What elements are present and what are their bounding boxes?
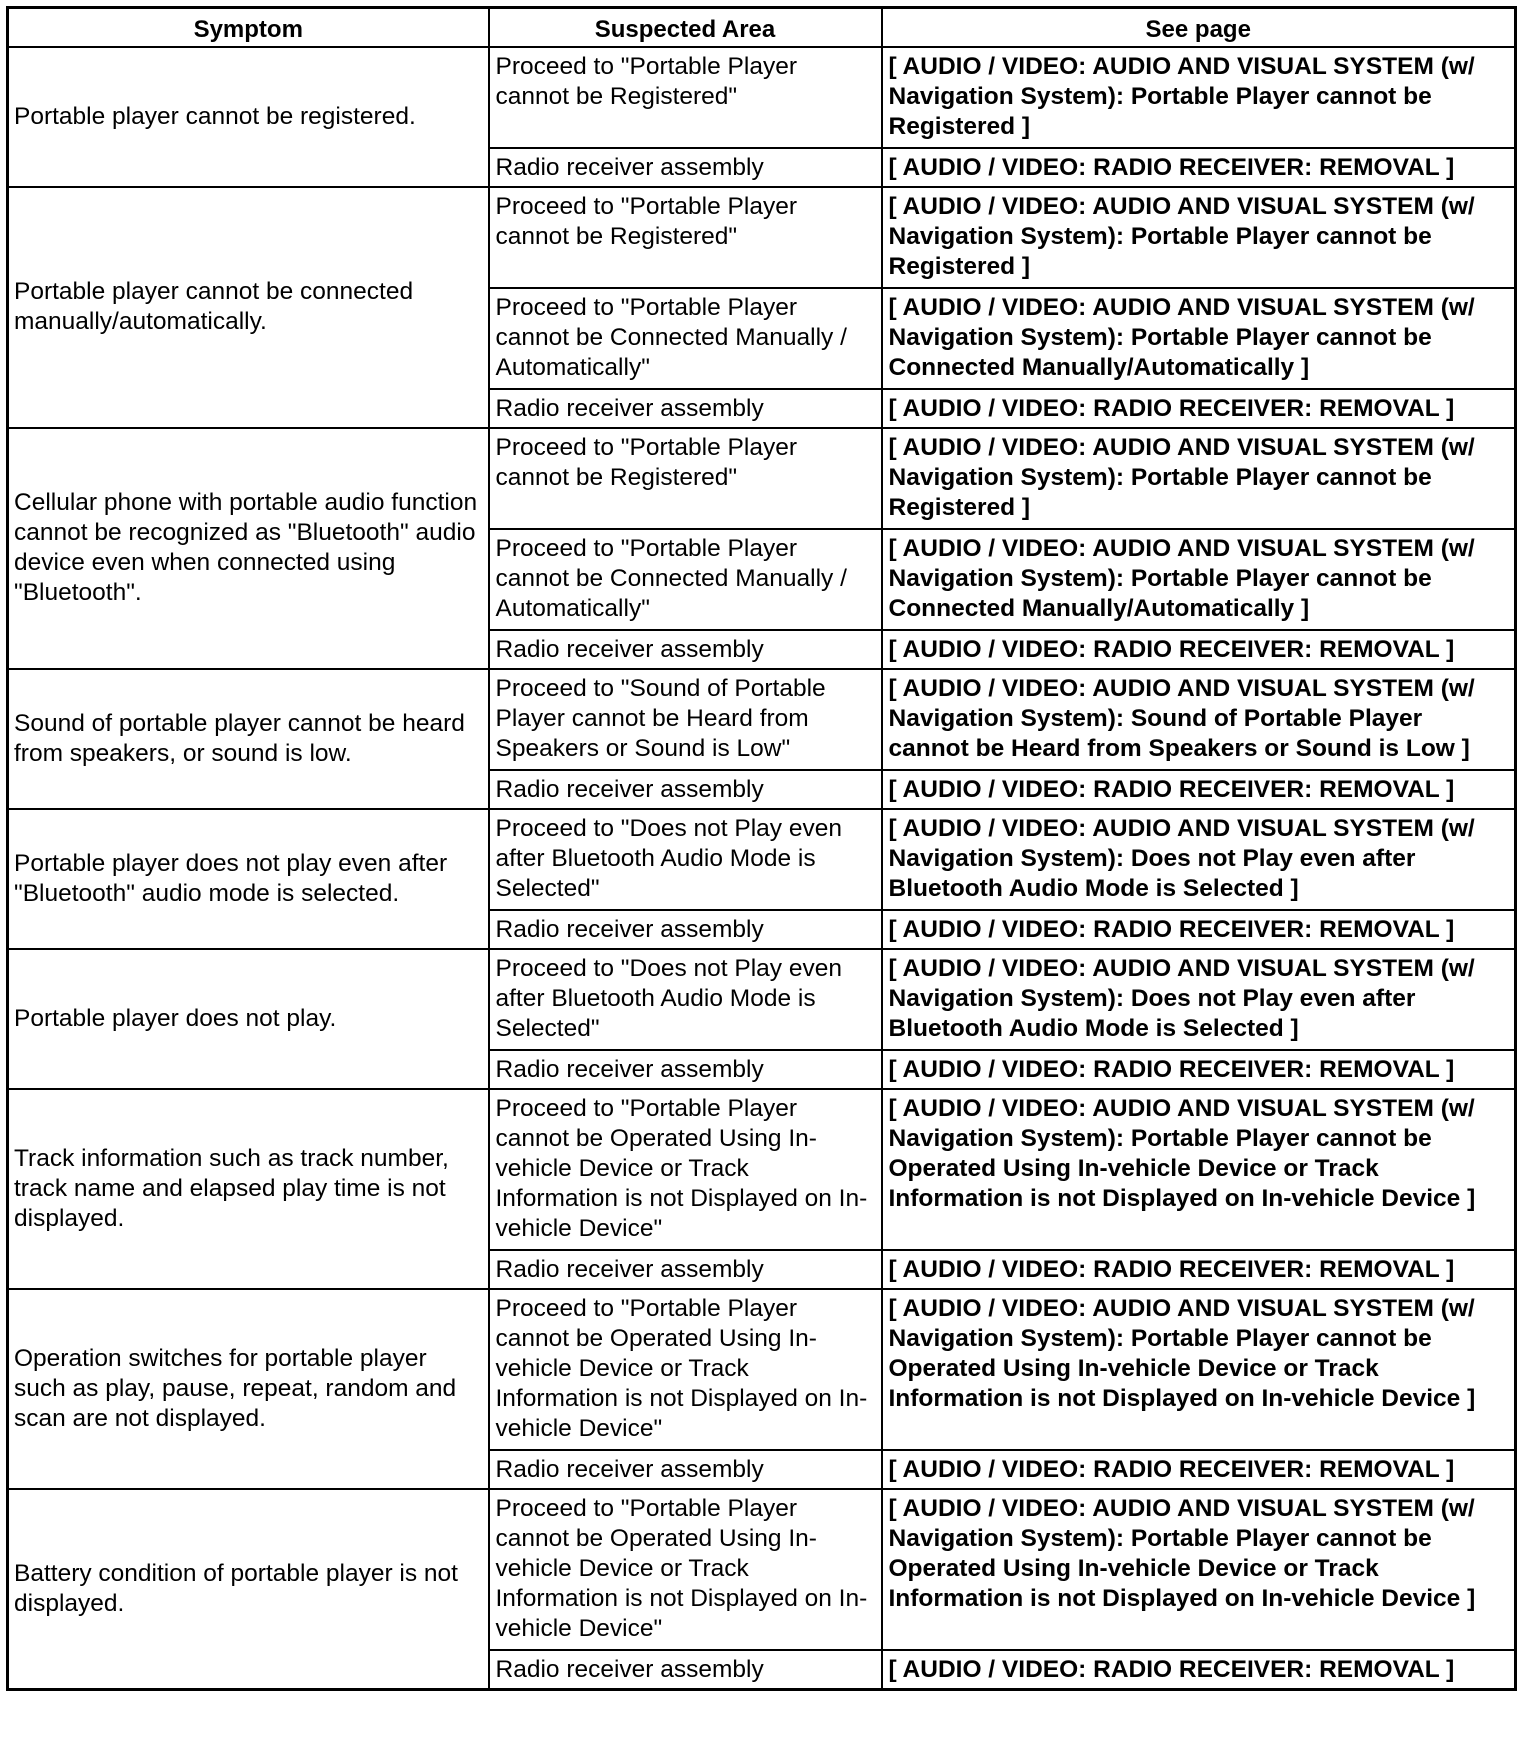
suspected-area-cell: Radio receiver assembly [489,910,882,949]
suspected-area-cell: Proceed to "Does not Play even after Bluetooth Audio Mode is Selected" [489,949,882,1050]
symptom-cell: Portable player cannot be connected manually/automatically. [8,187,489,428]
table-row [8,1089,1516,1250]
symptom-cell: Track information such as track number, track name and elapsed play time is not displayed. [8,1089,489,1289]
see-page-link[interactable]: [ AUDIO / VIDEO: RADIO RECEIVER: REMOVAL ] [882,1250,1516,1289]
suspected-area-cell: Proceed to "Portable Player cannot be Operated Using In-vehicle Device or Track Information is not Displayed on In-vehicle Device" [489,1489,882,1650]
symptom-cell: Battery condition of portable player is not displayed. [8,1489,489,1690]
see-page-link[interactable]: [ AUDIO / VIDEO: RADIO RECEIVER: REMOVAL ] [882,630,1516,669]
suspected-area-cell: Radio receiver assembly [489,630,882,669]
table-row [8,1489,1516,1650]
see-page-link[interactable]: [ AUDIO / VIDEO: AUDIO AND VISUAL SYSTEM (w/ Navigation System): Portable Player cannot be Connected Manually/Automatically ] [882,529,1516,630]
suspected-area-cell: Proceed to "Does not Play even after Bluetooth Audio Mode is Selected" [489,809,882,910]
see-page-link[interactable]: [ AUDIO / VIDEO: RADIO RECEIVER: REMOVAL ] [882,389,1516,428]
table-row [8,47,1516,148]
header-symptom: Symptom [8,8,489,48]
suspected-area-cell: Proceed to "Sound of Portable Player cannot be Heard from Speakers or Sound is Low" [489,669,882,770]
see-page-link[interactable]: [ AUDIO / VIDEO: RADIO RECEIVER: REMOVAL ] [882,148,1516,187]
symptom-cell: Portable player cannot be registered. [8,47,489,187]
see-page-link[interactable]: [ AUDIO / VIDEO: AUDIO AND VISUAL SYSTEM (w/ Navigation System): Does not Play even after Bluetooth Audio Mode is Selected ] [882,949,1516,1050]
see-page-link[interactable]: [ AUDIO / VIDEO: RADIO RECEIVER: REMOVAL ] [882,1050,1516,1089]
see-page-link[interactable]: [ AUDIO / VIDEO: AUDIO AND VISUAL SYSTEM (w/ Navigation System): Portable Player cannot be Registered ] [882,47,1516,148]
see-page-link[interactable]: [ AUDIO / VIDEO: AUDIO AND VISUAL SYSTEM (w/ Navigation System): Does not Play even after Bluetooth Audio Mode is Selected ] [882,809,1516,910]
header-suspected-area: Suspected Area [489,8,882,48]
suspected-area-cell: Radio receiver assembly [489,1050,882,1089]
see-page-link[interactable]: [ AUDIO / VIDEO: AUDIO AND VISUAL SYSTEM (w/ Navigation System): Portable Player cannot be Connected Manually/Automatically ] [882,288,1516,389]
table-row [8,1289,1516,1450]
troubleshooting-table-container [6,6,1514,1691]
see-page-link[interactable]: [ AUDIO / VIDEO: AUDIO AND VISUAL SYSTEM (w/ Navigation System): Portable Player cannot be Operated Using In-vehicle Device or Track Information is not Displayed on In-vehicle Device ] [882,1289,1516,1450]
symptom-cell: Operation switches for portable player such as play, pause, repeat, random and scan are not displayed. [8,1289,489,1489]
suspected-area-cell: Radio receiver assembly [489,770,882,809]
suspected-area-cell: Proceed to "Portable Player cannot be Connected Manually / Automatically" [489,529,882,630]
table-row [8,669,1516,770]
see-page-link[interactable]: [ AUDIO / VIDEO: AUDIO AND VISUAL SYSTEM (w/ Navigation System): Portable Player cannot be Operated Using In-vehicle Device or Track Information is not Displayed on In-vehicle Device ] [882,1089,1516,1250]
see-page-link[interactable]: [ AUDIO / VIDEO: RADIO RECEIVER: REMOVAL ] [882,1650,1516,1690]
header-see-page: See page [882,8,1516,48]
header-row [8,8,1516,48]
table-row [8,187,1516,288]
symptom-cell: Sound of portable player cannot be heard from speakers, or sound is low. [8,669,489,809]
suspected-area-cell: Radio receiver assembly [489,1650,882,1690]
see-page-link[interactable]: [ AUDIO / VIDEO: AUDIO AND VISUAL SYSTEM (w/ Navigation System): Sound of Portable Player cannot be Heard from Speakers or Sound is Low ] [882,669,1516,770]
symptom-cell: Portable player does not play. [8,949,489,1089]
suspected-area-cell: Radio receiver assembly [489,148,882,187]
suspected-area-cell: Radio receiver assembly [489,389,882,428]
see-page-link[interactable]: [ AUDIO / VIDEO: RADIO RECEIVER: REMOVAL ] [882,1450,1516,1489]
symptom-cell: Portable player does not play even after "Bluetooth" audio mode is selected. [8,809,489,949]
suspected-area-cell: Proceed to "Portable Player cannot be Operated Using In-vehicle Device or Track Information is not Displayed on In-vehicle Device" [489,1089,882,1250]
suspected-area-cell: Radio receiver assembly [489,1250,882,1289]
see-page-link[interactable]: [ AUDIO / VIDEO: AUDIO AND VISUAL SYSTEM (w/ Navigation System): Portable Player cannot be Operated Using In-vehicle Device or Track Information is not Displayed on In-vehicle Device ] [882,1489,1516,1650]
suspected-area-cell: Proceed to "Portable Player cannot be Operated Using In-vehicle Device or Track Information is not Displayed on In-vehicle Device" [489,1289,882,1450]
see-page-link[interactable]: [ AUDIO / VIDEO: AUDIO AND VISUAL SYSTEM (w/ Navigation System): Portable Player cannot be Registered ] [882,428,1516,529]
see-page-link[interactable]: [ AUDIO / VIDEO: AUDIO AND VISUAL SYSTEM (w/ Navigation System): Portable Player cannot be Registered ] [882,187,1516,288]
suspected-area-cell: Proceed to "Portable Player cannot be Registered" [489,428,882,529]
suspected-area-cell: Radio receiver assembly [489,1450,882,1489]
symptom-cell: Cellular phone with portable audio function cannot be recognized as "Bluetooth" audio device even when connected using "Bluetooth". [8,428,489,669]
table-row [8,949,1516,1050]
table-row [8,428,1516,529]
suspected-area-cell: Proceed to "Portable Player cannot be Connected Manually / Automatically" [489,288,882,389]
troubleshooting-table [6,6,1517,1691]
see-page-link[interactable]: [ AUDIO / VIDEO: RADIO RECEIVER: REMOVAL ] [882,770,1516,809]
suspected-area-cell: Proceed to "Portable Player cannot be Registered" [489,47,882,148]
see-page-link[interactable]: [ AUDIO / VIDEO: RADIO RECEIVER: REMOVAL ] [882,910,1516,949]
table-row [8,809,1516,910]
suspected-area-cell: Proceed to "Portable Player cannot be Registered" [489,187,882,288]
